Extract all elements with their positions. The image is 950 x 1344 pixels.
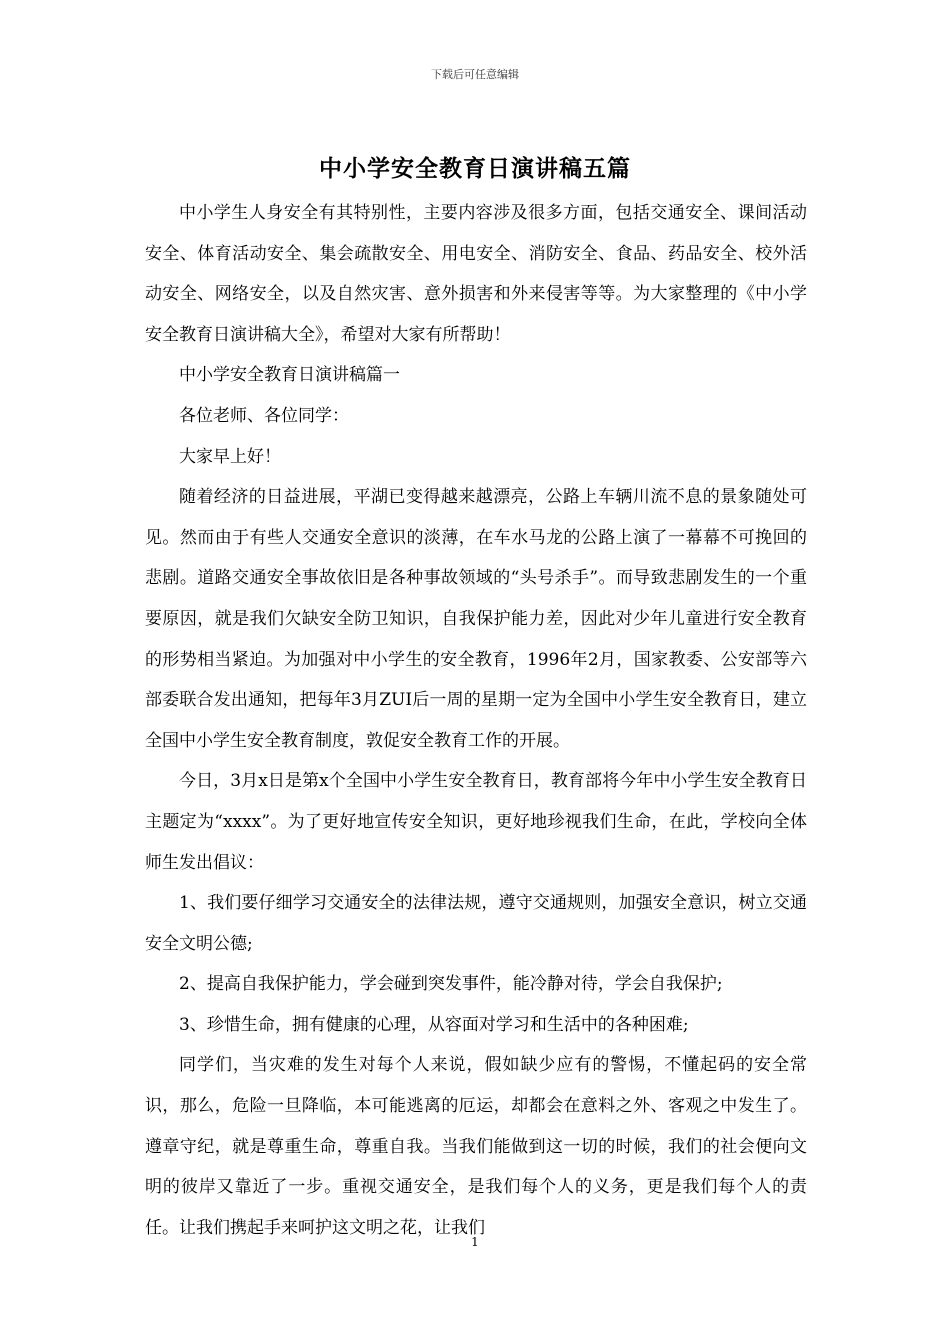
body-paragraph: 同学们，当灾难的发生对每个人来说，假如缺少应有的警惕，不懂起码的安全常识，那么，危险一旦降临，本可能逃离的厄运，却都会在意料之外、客观之中发生了。遵章守纪，就是尊重生命，尊重自我。当我们能做到这一切的时候，我们的社会便向文明的彼岸又靠近了一步。重视交通安全，是我们每个人的义务，更是我们每个人的责任。让我们携起手来呵护这文明之花，让我们 (145, 1055, 807, 1238)
body-paragraph: 随着经济的日益进展，平湖已变得越来越漂亮，公路上车辆川流不息的景象随处可见。然而由于有些人交通安全意识的淡薄，在车水马龙的公路上演了一幕幕不可挽回的悲剧。道路交通安全事故依旧是各种事故领域的“头号杀手”。而导致悲剧发生的一个重要原因，就是我们欠缺安全防卫知识，自我保护能力差，因此对少年儿童进行安全教育的形势相当紧迫。为加强对中小学生的安全教育，1996年2月，国家教委、公安部等六部委联合发出通知，把每年3月ZUI后一周的星期一定为全国中小学生安全教育日，建立全国中小学生安全教育制度，敦促安全教育工作的开展。 (145, 487, 807, 751)
document-title: 中小学安全教育日演讲稿五篇 (319, 155, 631, 182)
salutation: 各位老师、各位同学： (179, 405, 349, 426)
proposal-item: 2、提高自我保护能力，学会碰到突发事件，能冷静对待，学会自我保护; (179, 974, 723, 995)
page-header-note: 下载后可任意编辑 (431, 68, 519, 81)
greeting: 大家早上好！ (179, 446, 281, 467)
page-number: 1 (471, 1235, 479, 1249)
document-body (145, 193, 807, 1248)
section-heading: 中小学安全教育日演讲稿篇一 (179, 365, 400, 386)
proposal-item: 3、珍惜生命，拥有健康的心理，从容面对学习和生活中的各种困难; (179, 1014, 689, 1035)
intro-paragraph: 中小学生人身安全有其特别性，主要内容涉及很多方面，包括交通安全、课间活动安全、体育活动安全、集会疏散安全、用电安全、消防安全、食品、药品安全、校外活动安全、网络安全，以及自然灾害、意外损害和外来侵害等等。为大家整理的《中小学安全教育日演讲稿大全》，希望对大家有所帮助！ (145, 203, 807, 345)
proposal-item: 1、我们要仔细学习交通安全的法律法规，遵守交通规则，加强安全意识，树立交通安全文明公德; (145, 893, 807, 954)
body-paragraph: 今日，3月x日是第x个全国中小学生安全教育日，教育部将今年中小学生安全教育日主题定为“xxxx”。为了更好地宣传安全知识，更好地珍视我们生命，在此，学校向全体师生发出倡议： (145, 771, 807, 873)
